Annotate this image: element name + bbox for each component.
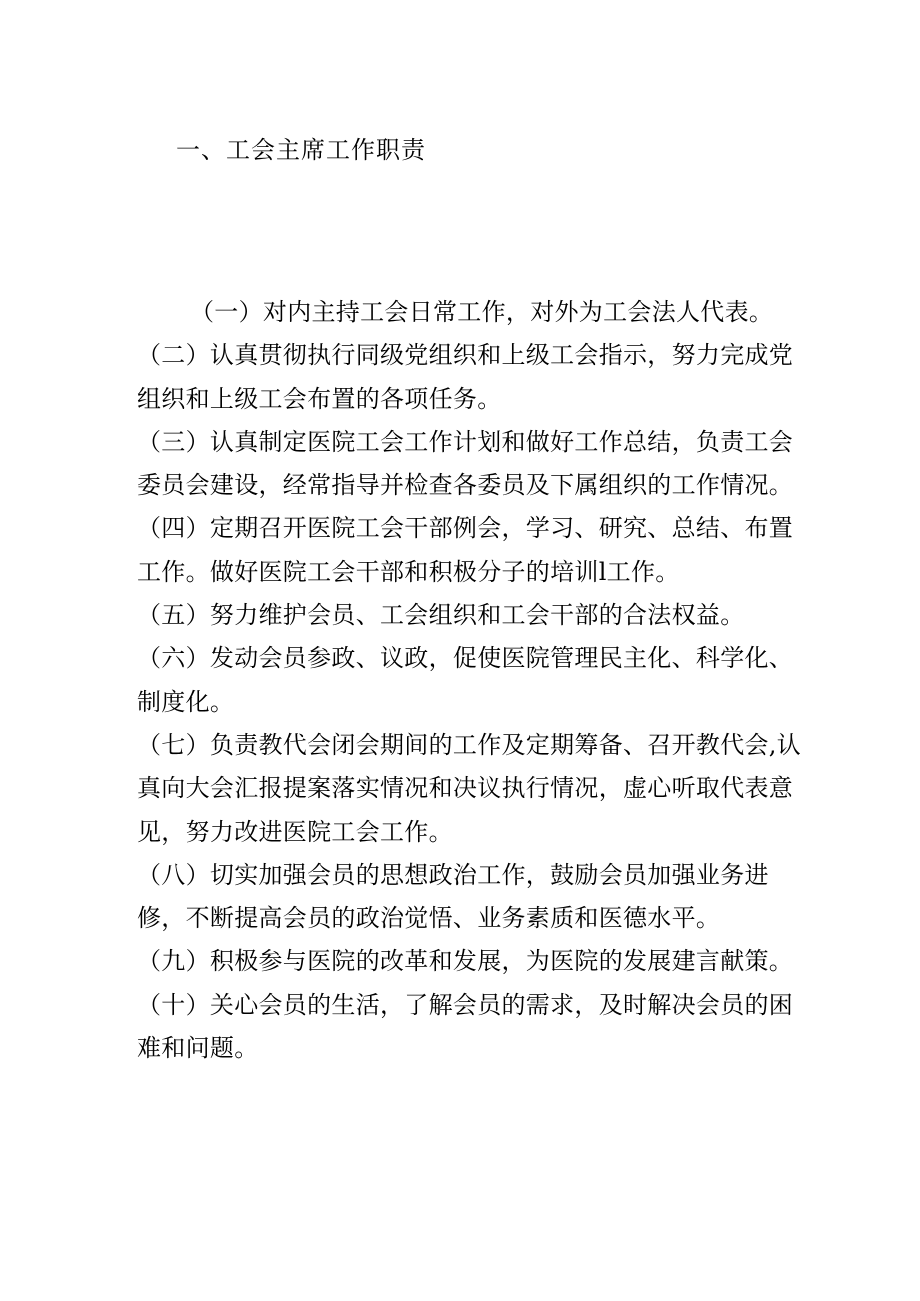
duty-item-6: （六）发动会员参政、议政，促使医院管理民主化、科学化、制度化。	[137, 644, 794, 716]
duty-item-4: （四）定期召开医院工会干部例会，学习、研究、总结、布置工作。做好医院工会干部和积极分子的培训l工作。	[137, 514, 794, 586]
duty-item-8: （八）切实加强会员的思想政治工作，鼓励会员加强业务进修，不断提高会员的政治觉悟、业务素质和医德水平。	[137, 860, 769, 933]
duty-item-7: （七）负责教代会闭会期间的工作及定期筹备、召开教代会,认真向大会汇报提案落实情况和决议执行情况，虚心听取代表意见，努力改进医院工会工作。	[137, 730, 802, 846]
duty-item-5: （五）努力维护会员、工会组织和工会干部的合法权益。	[137, 601, 745, 630]
duty-item-2: （二）认真贯彻执行同级党组织和上级工会指示，努力完成党组织和上级工会布置的各项任务。	[137, 341, 794, 413]
duty-item-10: （十）关心会员的生活，了解会员的需求，及时解决会员的困难和问题。	[137, 990, 794, 1063]
section-heading: 一、工会主席工作职责	[176, 136, 426, 164]
duty-list	[137, 291, 809, 1070]
duty-item-1: （一）对内主持工会日常工作，对外为工会法人代表。	[190, 298, 774, 326]
duty-item-9: （九）积极参与医院的改革和发展，为医院的发展建言献策。	[137, 947, 794, 976]
duty-item-3: （三）认真制定医院工会工作计划和做好工作总结，负责工会委员会建设，经常指导并检查各委员及下属组织的工作情况。	[137, 427, 794, 500]
